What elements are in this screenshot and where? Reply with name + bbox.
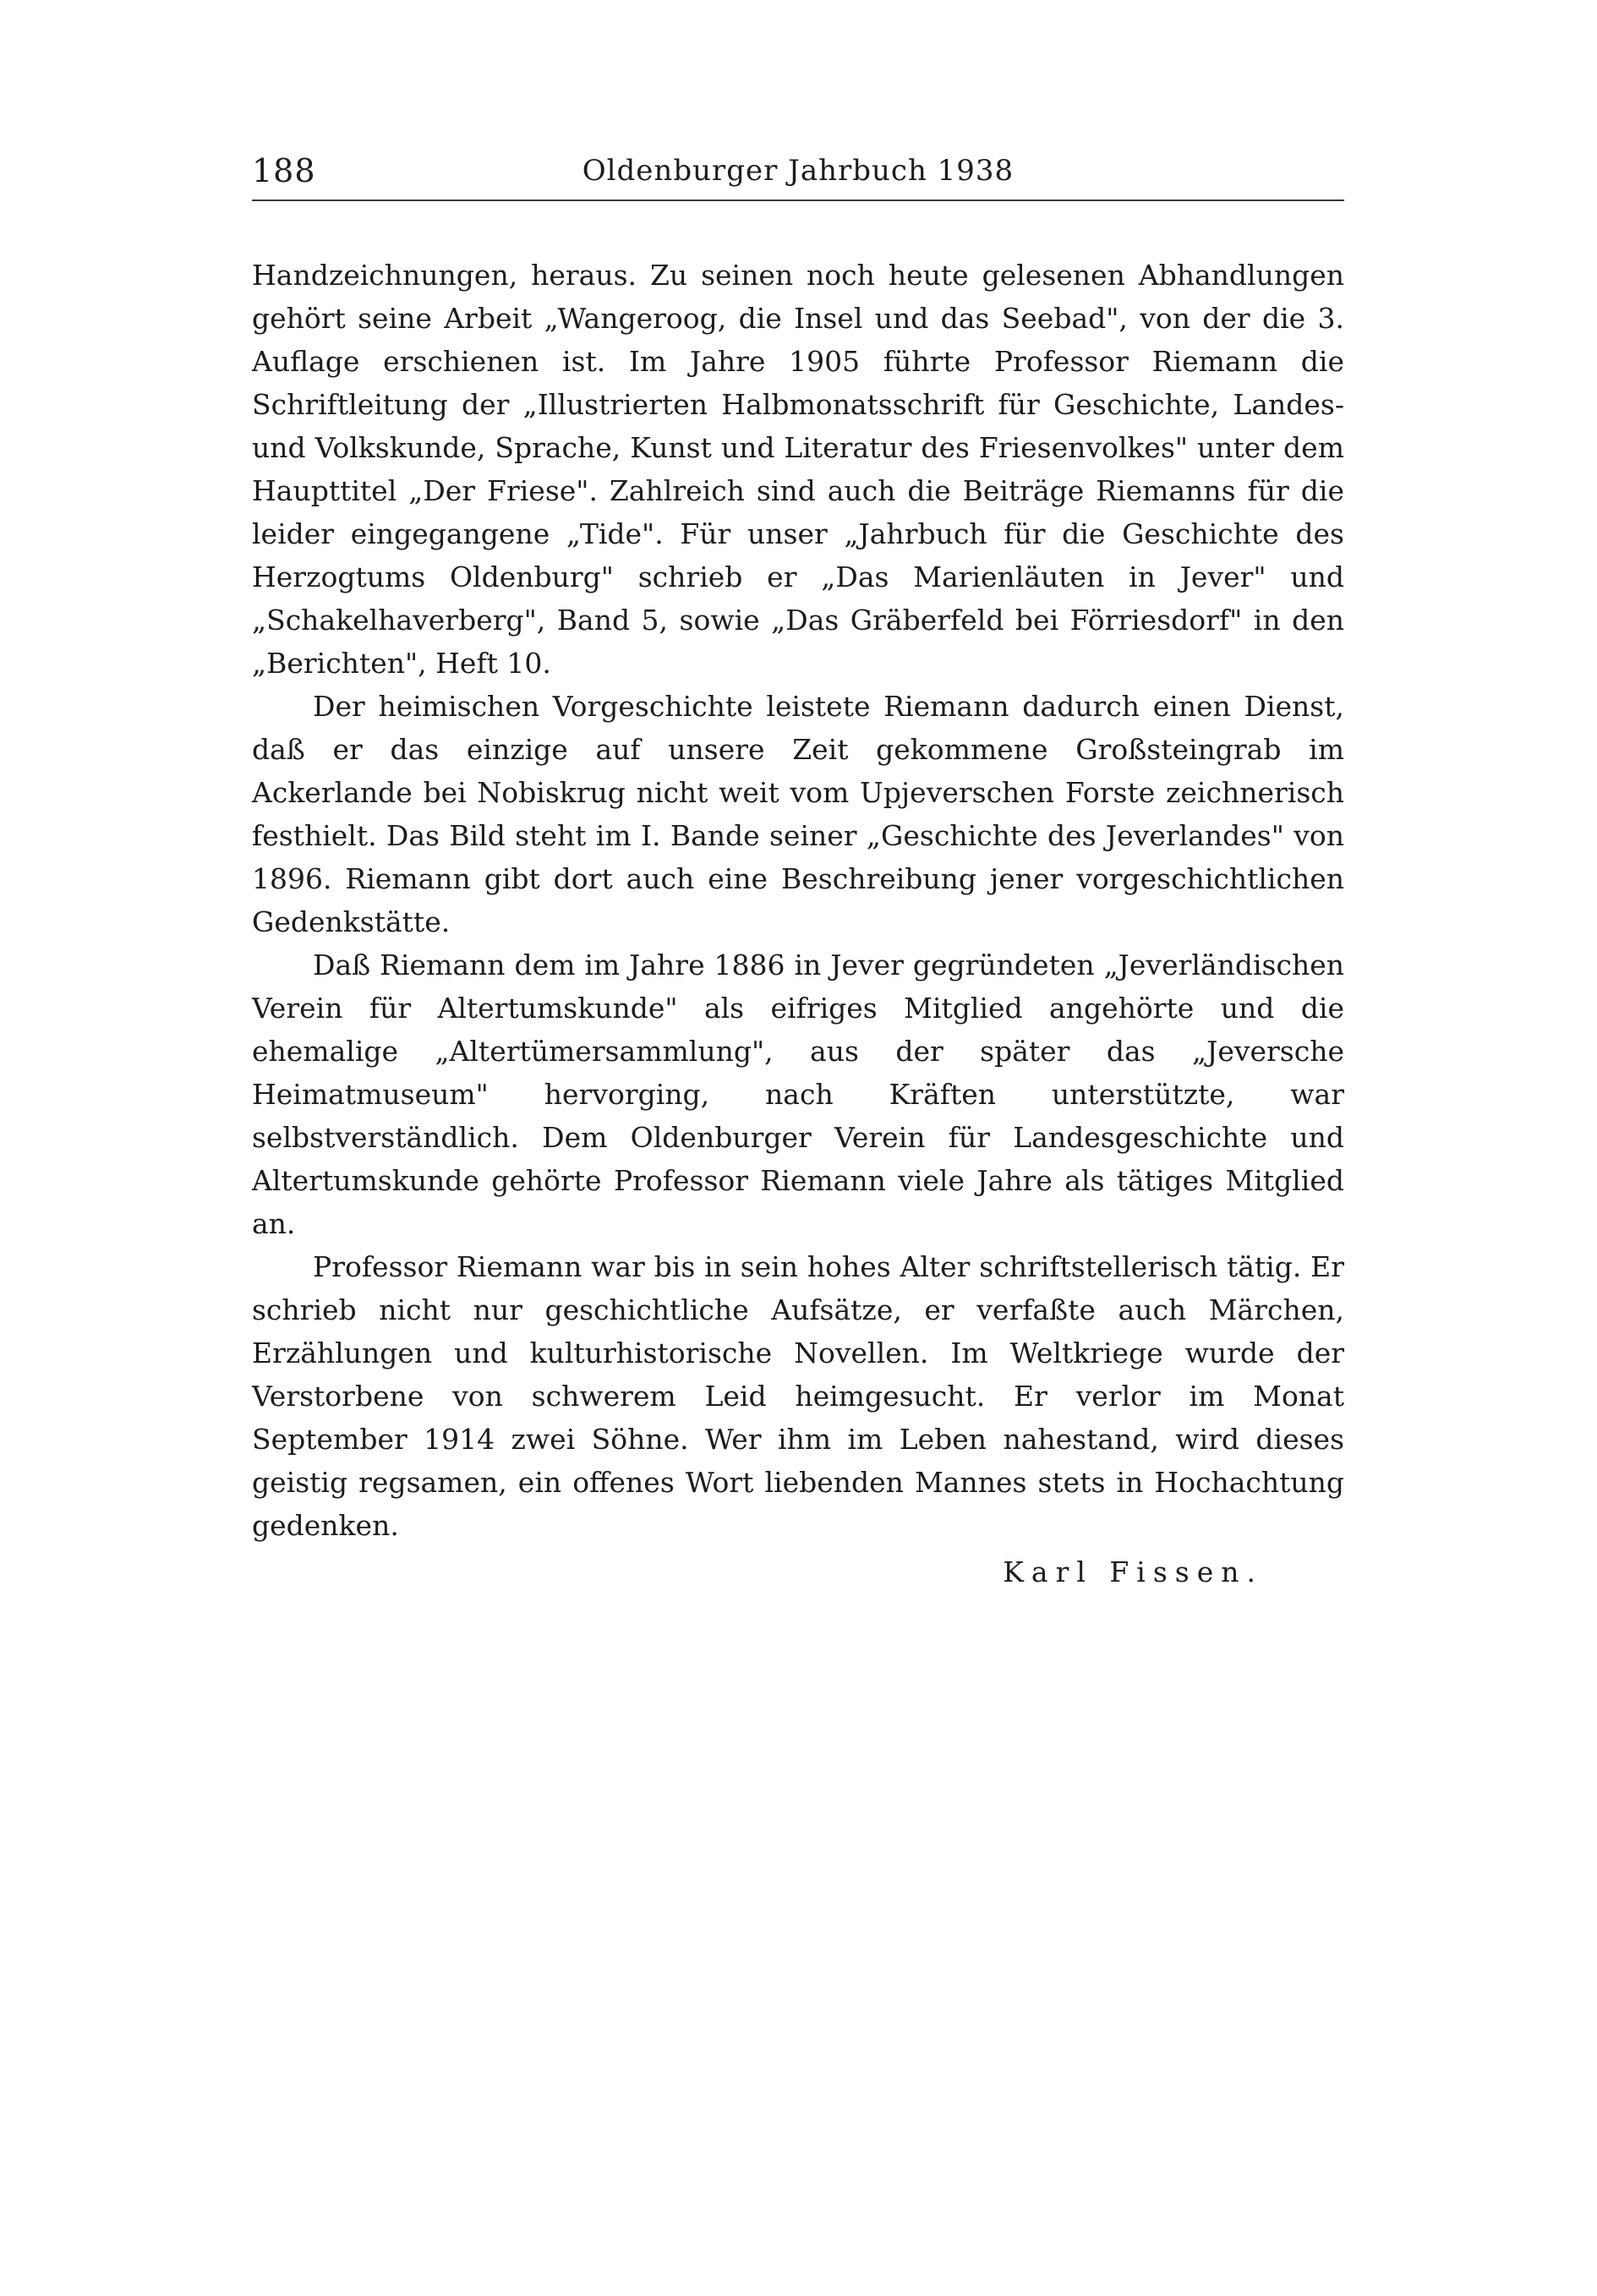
paragraph-4: Professor Riemann war bis in sein hohes Alter schriftstellerisch tätig. Er schrieb nicht nur geschichtliche Aufsätze, er verfaßte auch Märchen, Erzählungen und kulturhistorische Novellen. Im Weltkriege wurde der Verstorbene von schwerem Leid heimgesucht. Er verlor im Monat September 1914 zwei Söhne. Wer ihm im Leben nahestand, wird dieses geistig regsamen, ein offenes Wort liebenden Mannes stets in Hochachtung gedenken. [252, 1250, 1344, 1542]
article-body [252, 254, 1344, 1594]
running-head [252, 152, 1344, 203]
paragraph-1: Handzeichnungen, heraus. Zu seinen noch heute gelesenen Abhandlungen gehört seine Arbeit „Wangeroog, die Insel und das Seebad", von der die 3. Auflage erschienen ist. Im Jahre 1905 führte Professor Riemann die Schriftleitung der „Illustrierten Halbmonatsschrift für Geschichte, Landes- und Volkskunde, Sprache, Kunst und Literatur des Friesenvolkes" unter dem Haupttitel „Der Friese". Zahlreich sind auch die Beiträge Riemanns für die leider eingegangene „Tide". Für unser „Jahrbuch für die Geschichte des Herzogtums Oldenburg" schrieb er „Das Marienläuten in Jever" und „Schakelhaverberg", Band 5, sowie „Das Gräberfeld bei Förriesdorf" in den „Berichten", Heft 10. [252, 259, 1344, 680]
journal-title: Oldenburger Jahrbuch 1938 [582, 154, 1015, 188]
paragraph-2: Der heimischen Vorgeschichte leistete Riemann dadurch einen Dienst, daß er das einzige auf unsere Zeit gekommene Großsteingrab im Ackerlande bei Nobiskrug nicht weit vom Upjeverschen Forste zeichnerisch festhielt. Das Bild steht im I. Bande seiner „Geschichte des Jeverlandes" von 1896. Riemann gibt dort auch eine Beschreibung jener vorgeschichtlichen Gedenkstätte. [252, 690, 1344, 938]
author-signature: Karl Fissen. [1003, 1555, 1263, 1588]
header-rule [252, 200, 1344, 201]
paragraph-3: Daß Riemann dem im Jahre 1886 in Jever gegründeten „Jeverländischen Verein für Altertumskunde" als eifriges Mitglied angehörte und die ehemalige „Altertümersammlung", aus der später das „Jeversche Heimatmuseum" hervorging, nach Kräften unterstützte, war selbstverständlich. Dem Oldenburger Verein für Landesgeschichte und Altertumskunde gehörte Professor Riemann viele Jahre als tätiges Mitglied an. [252, 948, 1344, 1240]
page-number: 188 [252, 152, 316, 189]
